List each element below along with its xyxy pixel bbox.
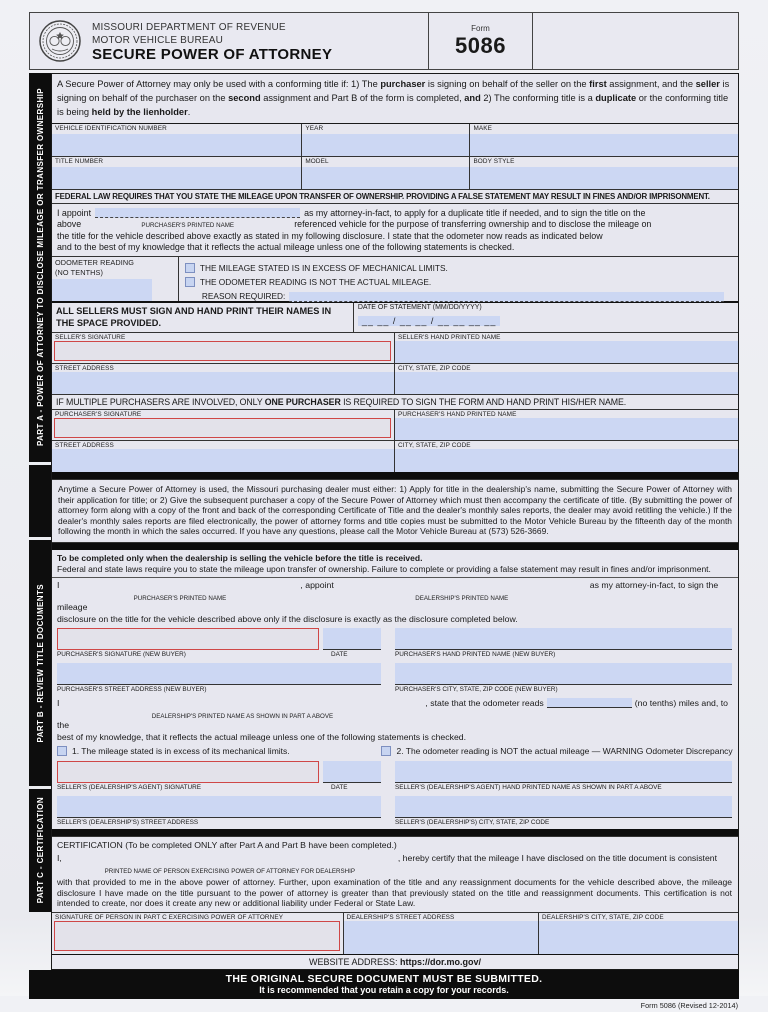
form-number-box <box>428 13 533 69</box>
left-rail <box>29 73 51 970</box>
purchaser-city-label: CITY, STATE, ZIP CODE <box>398 442 471 449</box>
appoint-text: above <box>57 219 82 229</box>
appoint-text: referenced vehicle for the purpose of transferring ownership and to disclose the mileage on <box>294 219 652 229</box>
part-b-agent-name-label: SELLER'S (DEALERSHIP'S AGENT) HAND PRINTED NAME AS SHOWN IN PART A ABOVE <box>395 783 662 791</box>
part-b-header-bold: To be completed only when the dealership is selling the vehicle before the title is received. <box>57 552 423 563</box>
part-b-odometer-reading-input[interactable] <box>547 698 632 708</box>
section-divider <box>52 472 738 479</box>
part-a-rail <box>29 73 51 462</box>
not-actual-mileage-label: THE ODOMETER READING IS NOT THE ACTUAL MILEAGE. <box>199 277 432 287</box>
purchaser-address-row <box>52 441 738 472</box>
footer-line2: It is recommended that you retain a copy for your records. <box>259 984 509 995</box>
reason-required-label: REASON REQUIRED: <box>201 291 286 301</box>
intro-text: assignment, and the <box>606 79 696 89</box>
body-style-input[interactable] <box>470 167 738 189</box>
part-b-purchaser-name-caption: PURCHASER'S PRINTED NAME <box>133 594 227 602</box>
part-b-purchaser-name-box-label: PURCHASER'S HAND PRINTED NAME (NEW BUYER) <box>395 650 556 658</box>
footer-bar <box>29 970 739 999</box>
vehicle-row-2 <box>52 157 738 190</box>
part-b-purchaser-signature-label: PURCHASER'S SIGNATURE (NEW BUYER) <box>57 650 186 658</box>
vehicle-row-1 <box>52 124 738 157</box>
part-b-dealership-shown-caption: DEALERSHIP'S PRINTED NAME AS SHOWN IN PART A ABOVE <box>151 712 334 720</box>
part-b-odometer-discrepancy-checkbox[interactable] <box>381 746 391 756</box>
model-input[interactable] <box>302 167 469 189</box>
part-b-appoint-line <box>52 578 738 614</box>
sellers-note-line1: ALL SELLERS MUST SIGN AND HAND PRINT THEIR NAMES IN <box>56 306 332 316</box>
form-number: 5086 <box>455 32 506 58</box>
intro-bold: purchaser <box>380 79 426 89</box>
part-b-agent-signature-grid <box>52 759 738 794</box>
appoint-text: as my attorney-in-fact, to apply for a duplicate title if needed, and to sign the title on the <box>304 208 646 218</box>
mechanical-limits-checkbox[interactable] <box>185 263 195 273</box>
part-c-printed-name-caption: PRINTED NAME OF PERSON EXERCISING POWER OF ATTORNEY FOR DEALERSHIP <box>104 867 355 875</box>
appoint-text: and to the best of my knowledge that it reflects the actual mileage unless one of the following statements is checked. <box>57 242 515 252</box>
part-b-check2-label: 2. The odometer reading is NOT the actual mileage — WARNING Odometer Discrepancy <box>396 745 733 756</box>
not-actual-mileage-checkbox[interactable] <box>185 277 195 287</box>
sellers-note-line2: THE SPACE PROVIDED. <box>56 318 161 328</box>
part-b-dealership-name-field[interactable] <box>337 592 587 602</box>
odometer-reading-input[interactable] <box>52 279 152 301</box>
form-title: SECURE POWER OF ATTORNEY <box>92 46 333 63</box>
purchaser-city-input[interactable] <box>395 449 738 472</box>
form-sheet <box>29 12 739 1012</box>
federal-law-notice: FEDERAL LAW REQUIRES THAT YOU STATE THE MILEAGE UPON TRANSFER OF OWNERSHIP. PROVIDING A FALSE STATEMENT MAY RESULT IN FINES AND/OR IMPRISONMENT. <box>52 190 738 204</box>
vin-label: VEHICLE IDENTIFICATION NUMBER <box>55 125 167 132</box>
form-number-label: Form <box>471 23 490 33</box>
part-c-body: with that provided to me in the above power of attorney. Further, upon examination of the title and any reassignment documents for the vehicle described above, the mileage disclosure I have made on the title pursuant to the power of attorney is greater than that previously stated on the title and reassignment documents. This certification is not intended to create, nor does it create any new or additional liability under Federal or State Law. <box>57 876 732 909</box>
part-c-field-row <box>52 912 738 954</box>
part-c-street-label: DEALERSHIP'S STREET ADDRESS <box>346 913 455 921</box>
intro-text: assignment and Part B of the form is completed, <box>260 93 465 103</box>
part-c-section <box>52 836 738 954</box>
part-b-header-normal: Federal and state laws require you to state the mileage upon transfer of ownership. Failure to complete or providing a false statement may result in fines and/or imprisonment. <box>57 563 711 574</box>
intro-text: 2) The conforming title is a <box>480 93 596 103</box>
purchaser-name-label: PURCHASER'S HAND PRINTED NAME <box>398 411 517 418</box>
section-divider <box>52 829 738 836</box>
seller-name-label: SELLER'S HAND PRINTED NAME <box>398 334 501 341</box>
appoint-text: I appoint <box>57 208 92 218</box>
part-b-mechanical-limits-checkbox[interactable] <box>57 746 67 756</box>
purchaser-street-input[interactable] <box>52 449 394 472</box>
odometer-reading-label: ODOMETER READING <box>55 258 135 267</box>
seller-address-row <box>52 364 738 395</box>
agency-line1: MISSOURI DEPARTMENT OF REVENUE <box>92 22 286 33</box>
agency-block <box>30 13 428 69</box>
appoint-text: the title for the vehicle described above exactly as stated in my following disclosure. I state that the odometer now reads as indicated below <box>57 231 603 241</box>
intro-bold: and <box>464 93 481 103</box>
purchaser-printed-name-caption: PURCHASER'S PRINTED NAME <box>141 222 234 229</box>
part-b-checkbox-row <box>52 744 738 759</box>
purchaser-signature-label: PURCHASER'S SIGNATURE <box>55 411 142 418</box>
part-b-odometer-line2: best of my knowledge, that it reflects the actual mileage unless one of the following statements is checked. <box>57 731 467 742</box>
part-b-dealer-street-input[interactable] <box>57 796 381 818</box>
model-label: MODEL <box>305 158 329 165</box>
intro-text: . <box>187 107 191 117</box>
part-c-text: I, <box>57 852 62 863</box>
part-c-signature-label: SIGNATURE OF PERSON IN PART C EXERCISING POWER OF ATTORNEY <box>55 913 284 921</box>
part-b-purchaser-street-label: PURCHASER'S STREET ADDRESS (NEW BUYER) <box>57 685 207 693</box>
seller-street-input[interactable] <box>52 372 394 394</box>
part-b-text: , state that the odometer reads <box>425 697 544 708</box>
certification-title: CERTIFICATION (To be completed ONLY after Part A and Part B have been completed.) <box>57 839 397 850</box>
part-b-agent-date-label: DATE <box>331 783 348 791</box>
part-c-text: , hereby certify that the mileage I have disclosed on the title document is consistent <box>397 852 718 863</box>
notice-bold: ONE PURCHASER <box>264 397 341 407</box>
mechanical-limits-label: THE MILEAGE STATED IS IN EXCESS OF MECHANICAL LIMITS. <box>199 263 448 273</box>
part-b-agent-date-input[interactable] <box>323 761 381 783</box>
rail-blank-segment <box>29 465 51 537</box>
part-b-date-input[interactable] <box>323 628 381 650</box>
missouri-state-seal-icon <box>38 19 82 63</box>
part-b-text: I <box>57 697 60 708</box>
part-b-dealership-shown-field[interactable] <box>62 710 422 720</box>
part-c-city-input[interactable] <box>539 921 738 954</box>
intro-text: is signing on behalf of the purchaser on the <box>57 79 730 103</box>
intro-bold: first <box>589 79 607 89</box>
agency-line2: MOTOR VEHICLE BUREAU <box>92 35 224 46</box>
make-input[interactable] <box>470 134 738 156</box>
title-number-input[interactable] <box>52 167 301 189</box>
purchaser-street-label: STREET ADDRESS <box>55 442 114 449</box>
part-c-rail-label: PART C - CERTIFICATION <box>35 797 45 904</box>
seller-city-label: CITY, STATE, ZIP CODE <box>398 365 471 372</box>
purchaser-name-input[interactable] <box>395 418 738 440</box>
part-b-dealership-name-caption: DEALERSHIP'S PRINTED NAME <box>415 594 509 602</box>
website-label: WEBSITE ADDRESS: <box>308 956 401 967</box>
part-c-rail <box>29 789 51 912</box>
date-of-statement-label: DATE OF STATEMENT (MM/DD/YYYY) <box>357 304 482 311</box>
seller-street-label: STREET ADDRESS <box>55 365 114 372</box>
part-b-purchaser-name-field[interactable] <box>62 592 297 602</box>
intro-bold: duplicate <box>595 93 637 103</box>
part-b-text: as my attorney-in-fact, to sign the mileage <box>57 579 719 612</box>
seller-signature-row <box>52 333 738 364</box>
purchaser-signature-input[interactable] <box>54 418 391 438</box>
intro-text: or the conforming title is being <box>57 93 729 117</box>
part-b-purchaser-signature-input[interactable] <box>57 628 319 650</box>
part-b-dealer-city-label: SELLER'S (DEALERSHIP'S) CITY, STATE, ZIP CODE <box>395 818 550 826</box>
part-b-address-grid <box>52 661 738 696</box>
part-c-city-label: DEALERSHIP'S CITY, STATE, ZIP CODE <box>542 913 664 921</box>
seller-city-input[interactable] <box>395 372 738 394</box>
statement-row <box>52 303 738 333</box>
part-b-rail <box>29 540 51 786</box>
intro-bold: held by the lienholder <box>91 107 188 117</box>
intro-bold: seller <box>695 79 720 89</box>
part-b-dealer-address-grid <box>52 794 738 829</box>
part-b-text: I <box>57 579 60 590</box>
rail-bottom-gap <box>29 912 51 970</box>
odometer-section <box>52 257 738 303</box>
year-label: YEAR <box>305 125 324 132</box>
appoint-paragraph <box>52 204 738 257</box>
intro-text: is signing on behalf of the seller on the <box>425 79 590 89</box>
title-number-label: TITLE NUMBER <box>55 158 104 165</box>
seller-signature-label: SELLER'S SIGNATURE <box>55 334 126 341</box>
part-b-check1-label: 1. The mileage stated is in excess of its mechanical limits. <box>72 745 290 756</box>
part-b-date-label: DATE <box>331 650 348 658</box>
year-input[interactable] <box>302 134 469 156</box>
website-url-link[interactable]: https://dor.mo.gov/ <box>400 956 482 967</box>
part-b-appoint-line2: disclosure on the title for the vehicle described above only if the disclosure is exactly as the disclosure completed below. <box>57 613 518 624</box>
part-b-agent-name-input[interactable] <box>395 761 732 783</box>
part-c-certify-line <box>52 851 738 877</box>
intro-paragraph <box>52 74 738 124</box>
seller-name-input[interactable] <box>395 341 738 363</box>
part-b-agent-signature-input[interactable] <box>57 761 319 783</box>
multiple-purchasers-notice <box>52 395 738 410</box>
part-c-street-input[interactable] <box>344 921 539 954</box>
odometer-no-tenths-label: (NO TENTHS) <box>55 268 103 277</box>
header-blank-box <box>533 13 738 69</box>
part-b-rail-label: PART B - REVIEW TITLE DOCUMENTS <box>35 583 45 743</box>
part-b-text: (no tenths) miles and, to the <box>57 697 728 730</box>
section-divider <box>52 543 738 550</box>
notice-text: IF MULTIPLE PURCHASERS ARE INVOLVED, ONLY <box>56 397 265 407</box>
part-b-text: , appoint <box>300 579 334 590</box>
footer-line1: THE ORIGINAL SECURE DOCUMENT MUST BE SUBMITTED. <box>225 972 543 985</box>
intro-text: A Secure Power of Attorney may only be used with a conforming title if: 1) The <box>57 79 381 89</box>
part-a-rail-label: PART A - POWER OF ATTORNEY TO DISCLOSE MILEAGE OR TRANSFER OWNERSHIP <box>35 88 45 447</box>
part-b-purchaser-street-input[interactable] <box>57 663 381 685</box>
part-b-dealer-city-input[interactable] <box>395 796 732 818</box>
part-b-odometer-line <box>52 696 738 732</box>
part-b-agent-signature-label: SELLER'S (DEALERSHIP'S AGENT) SIGNATURE <box>57 783 202 791</box>
purchaser-printed-name-input[interactable] <box>95 208 300 218</box>
part-c-printed-name-field[interactable] <box>65 865 395 875</box>
vin-input[interactable] <box>52 134 301 156</box>
intro-bold: second <box>228 93 261 103</box>
body-style-label: BODY STYLE <box>473 158 515 165</box>
form-revision-note: Form 5086 (Revised 12-2014) <box>640 1000 738 1010</box>
part-b-purchaser-city-label: PURCHASER'S CITY, STATE, ZIP CODE (NEW BUYER) <box>395 685 558 693</box>
make-label: MAKE <box>473 125 492 132</box>
purchaser-signature-row <box>52 410 738 441</box>
seller-signature-input[interactable] <box>54 341 391 361</box>
notice-text: IS REQUIRED TO SIGN THE FORM AND HAND PRINT HIS/HER NAME. <box>340 397 627 407</box>
part-b-signature-grid <box>52 626 738 661</box>
form-header <box>29 12 739 70</box>
part-b-purchaser-city-input[interactable] <box>395 663 732 685</box>
website-address-strip <box>52 954 738 969</box>
date-of-statement-input[interactable]: __ __ / __ __ / __ __ __ __ <box>358 316 501 326</box>
part-b-purchaser-name-box[interactable] <box>395 628 732 650</box>
dealer-instructions: Anytime a Secure Power of Attorney is used, the Missouri purchasing dealer must either: 1) Apply for title in the dealership's name, submitting the Secure Power of Attorney with their application for title; or 2) Give the subsequent purchaser a copy of the Secure Power of Attorney which must then accompany the certificate of title. (By submitting the power of attorney form along with a copy of the front and back of the corresponding Certificate of Title and the dealer's monthly sales reports, the dealer may avoid retitling the vehicle.) If the dealer's monthly sales reports are filed electronically, the power of attorney forms and title copies must be submitted to the Motor Vehicle Bureau by the fifteenth day of the month following the month in which the sales occurred. If you have any questions, please call the Motor Vehicle Bureau at (573) 526-3669. <box>52 479 738 543</box>
part-b-header <box>52 550 738 578</box>
reason-required-input[interactable] <box>289 292 724 302</box>
part-b-dealer-street-label: SELLER'S (DEALERSHIP'S) STREET ADDRESS <box>57 818 199 826</box>
part-c-signature-input[interactable] <box>54 921 340 951</box>
